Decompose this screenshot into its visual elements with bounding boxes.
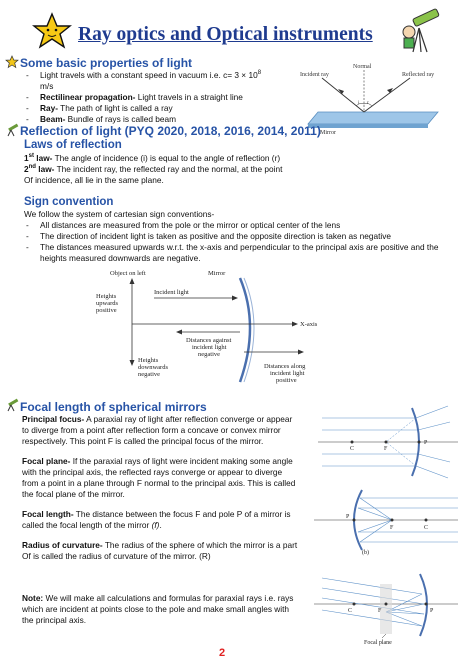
label-heights-down-1: Heights	[138, 357, 159, 364]
heading-reflection: Reflection of light (PYQ 2020, 2018, 2016, 2014, 2011)	[20, 124, 321, 138]
sign-item: - The direction of incident light is taken as positive and the opposite direction is taken as negative	[24, 231, 444, 242]
heading-laws: Laws of reflection	[24, 139, 122, 151]
label-b: (b)	[362, 550, 369, 556]
label-P: P	[346, 514, 350, 520]
telescope-bullet-icon	[5, 123, 19, 137]
law-2: 2nd law- The incident ray, the reflected ray and the normal, at the point	[24, 164, 283, 174]
principal-focus-para: Principal focus- A paraxial ray of light after reflection converge or appear to diverge from a point after reflection form a concave or convex mirror respectively. This point F is called the principal focus of the mirror.	[22, 414, 293, 446]
label-C: C	[424, 525, 429, 531]
label-incident-ray: Incident ray	[300, 72, 329, 78]
sign-item: - All distances are measured from the pole or the mirror or optical center of the lens	[24, 220, 444, 231]
heading-basic-properties: Some basic properties of light	[20, 56, 193, 70]
label-focal-plane: Focal plane	[364, 640, 392, 646]
label-against-1: Distances against	[186, 337, 232, 344]
label-x-axis: X-axis	[300, 321, 318, 328]
radius-of-curvature-para: Radius of curvature- The radius of the sphere of which the mirror is a part Of is called the radius of curvature of the mirror. (R)	[22, 540, 298, 561]
label-r: r	[367, 101, 369, 106]
label-C: C	[348, 608, 353, 614]
law-1: 1st law- The angle of incidence (i) is equal to the angle of reflection (r)	[24, 153, 281, 163]
sign-convention-diagram	[88, 266, 358, 390]
property-item: - Light travels with a constant speed in vacuum i.e. $c= 3 \times 10^8$ m/s	[24, 70, 274, 92]
properties-list	[24, 70, 274, 125]
property-item: - Ray- The path of light is called a ray	[24, 103, 274, 114]
label-heights-down-3: negative	[138, 371, 161, 378]
focal-length-block	[22, 414, 300, 626]
label-along-2: incident light	[270, 370, 305, 377]
telescope-bullet-icon	[5, 398, 19, 412]
label-against-3: negative	[198, 351, 221, 358]
focal-plane-para: Focal plane- If the paraxial rays of light were incident making some angle with the principal axis, the reflected rays converge or appear to diverge from a point in a plane through F normal to the principal axis. This is called the focal plane of the mirror.	[22, 456, 296, 499]
label-reflected-ray: Reflected ray	[402, 72, 435, 78]
label-along-1: Distances along	[264, 363, 306, 370]
focal-length-para: Focal length- The distance between the focus F and pole P of a mirror is called the focal length of the mirror (f).	[22, 509, 291, 530]
label-P: P	[424, 440, 428, 446]
laws-block	[24, 153, 294, 186]
label-F: F	[384, 446, 388, 452]
label-heights-down-2: downwards	[138, 364, 168, 371]
label-C: C	[350, 446, 355, 452]
label-heights-up-3: positive	[96, 307, 117, 314]
focal-diagrams	[308, 398, 468, 646]
label-i: i	[358, 101, 360, 106]
page-title: Ray optics and Optical instruments	[78, 24, 373, 45]
label-against-2: incident light	[192, 344, 227, 351]
label-incident-light: Incident light	[154, 289, 189, 296]
label-F: F	[390, 525, 394, 531]
label-P: P	[430, 608, 434, 614]
label-normal: Normal	[353, 64, 372, 70]
label-mirror: Mirror	[320, 130, 336, 136]
star-icon	[32, 12, 72, 50]
label-heights-up-1: Heights	[96, 293, 117, 300]
sign-item: - The distances measured upwards w.r.t. the x-axis and perpendicular to the principal axis are positive and the heights measured downwards are negative.	[24, 242, 444, 264]
page-number: 2	[218, 647, 226, 659]
heading-sign-convention: Sign convention	[24, 196, 114, 208]
heading-focal-length: Focal length of spherical mirrors	[20, 400, 207, 414]
telescope-kid-icon	[395, 8, 443, 56]
label-mirror: Mirror	[208, 270, 226, 277]
law-2-continued: Of incidence, all lie in the same plane.	[24, 175, 164, 185]
label-F: F	[378, 608, 382, 614]
sign-intro: We follow the system of cartesian sign conventions-	[24, 209, 215, 219]
label-along-3: positive	[276, 377, 297, 384]
property-item: - Beam- Bundle of rays is called beam	[24, 114, 274, 125]
note-para: Note: We will make all calculations and formulas for paraxial rays i.e. rays which are incident at points close to the pole and make small angles with the principal axis.	[22, 593, 294, 625]
property-item: - Rectilinear propagation- Light travels in a straight line	[24, 92, 274, 103]
star-bullet-icon	[5, 55, 19, 69]
label-heights-up-2: upwards	[96, 300, 119, 307]
label-object-left: Object on left	[110, 270, 146, 277]
sign-convention-block	[24, 209, 444, 264]
